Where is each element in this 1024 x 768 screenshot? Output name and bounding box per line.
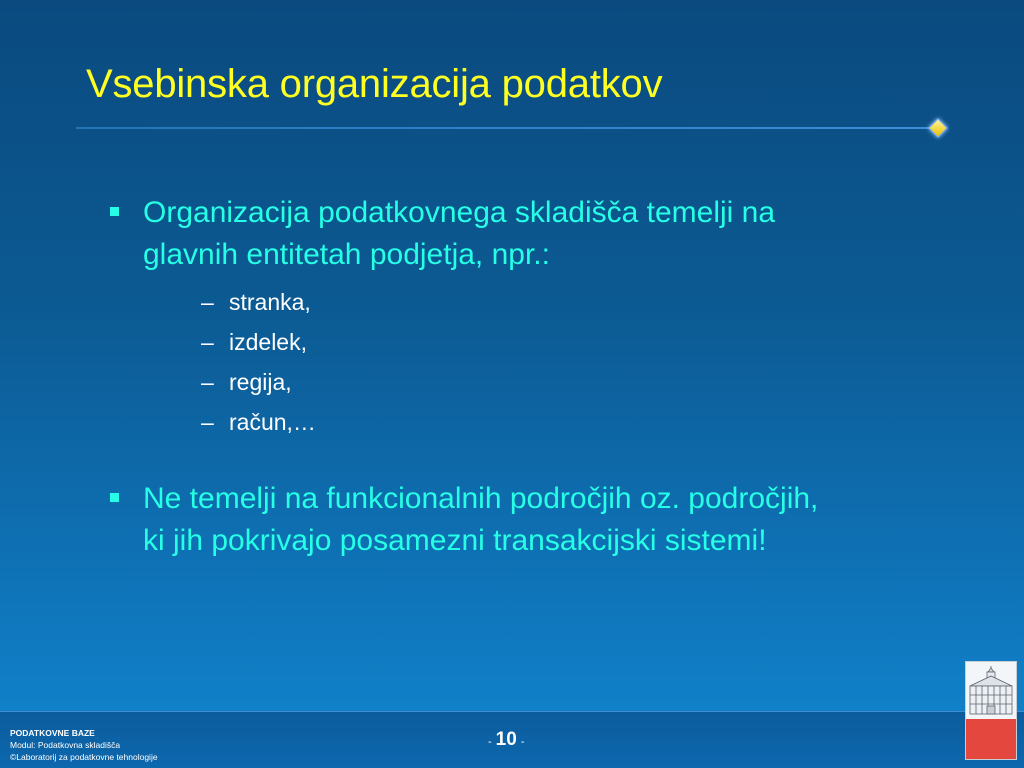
- building-icon: [966, 662, 1016, 718]
- footer-copyright: ©Laboratorij za podatkovne tehnologije: [10, 752, 158, 762]
- bullet-1-line-1: Organizacija podatkovnega skladišča temelji na: [143, 196, 776, 229]
- bullet-item-1: [100, 192, 1000, 442]
- bullet-2-line-2: ki jih pokrivajo posamezni transakcijski sistemi!: [143, 524, 767, 557]
- sub-item-stranka: – stranka,: [201, 282, 1000, 322]
- square-bullet-icon: [110, 207, 119, 216]
- slide-title: Vsebinska organizacija podatkov: [86, 62, 663, 106]
- page-number: - 10 -: [488, 729, 525, 750]
- sub-item-izdelek: – izdelek,: [201, 322, 1000, 362]
- page-number-value: 10: [495, 729, 517, 750]
- footer-info: [10, 727, 158, 763]
- logo-red-band: [966, 719, 1016, 759]
- slide-content: [100, 192, 1000, 562]
- diamond-icon: [928, 118, 948, 138]
- dash-marker: –: [201, 369, 214, 395]
- slide-footer: [0, 711, 1024, 768]
- footer-module: Modul: Podatkovna skladišča: [10, 740, 121, 750]
- bullet-1-line-2: glavnih entitetah podjetja, npr.:: [143, 238, 550, 271]
- dash-marker: –: [201, 329, 214, 355]
- sub-item-racun: – račun,…: [201, 402, 1000, 442]
- bullet-item-2: [100, 478, 1000, 562]
- university-building-logo: [965, 661, 1017, 760]
- square-bullet-icon: [110, 493, 119, 502]
- title-divider: [76, 127, 936, 129]
- sub-item-regija: – regija,: [201, 362, 1000, 402]
- footer-course: PODATKOVNE BAZE: [10, 728, 95, 738]
- dash-marker: –: [201, 289, 214, 315]
- bullet-2-line-1: Ne temelji na funkcionalnih področjih oz. področjih,: [143, 482, 819, 515]
- sub-list: [143, 282, 1000, 442]
- dash-marker: –: [201, 409, 214, 435]
